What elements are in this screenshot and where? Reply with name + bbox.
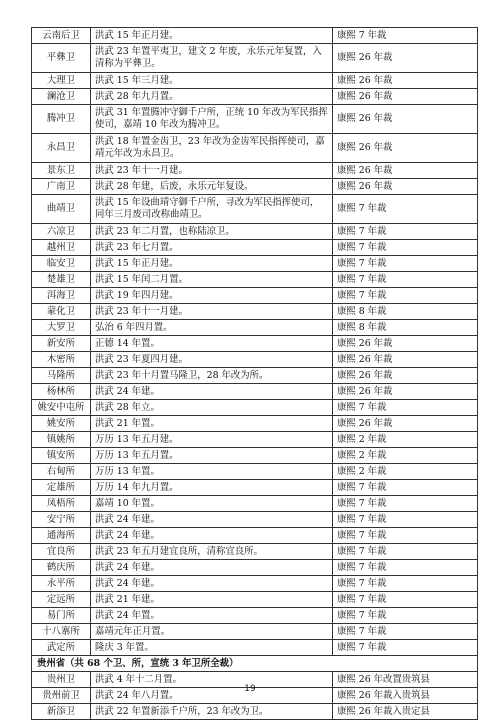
garrison-table-body bbox=[32, 28, 478, 720]
table-row bbox=[32, 368, 478, 384]
garrison-name-cell: 贵州卫 bbox=[32, 672, 91, 688]
abolition-cell: 康熙 26 年裁 bbox=[333, 416, 478, 432]
table-row bbox=[32, 240, 478, 256]
abolition-cell: 康熙 26 年裁 bbox=[333, 179, 478, 195]
establishment-history-cell: 洪武 24 年置。 bbox=[91, 608, 333, 624]
establishment-history-cell: 洪武 31 年置腾冲守御千户所，正统 10 年改为军民指挥使司，嘉靖 10 年改为腾冲卫。 bbox=[91, 105, 333, 134]
abolition-cell: 康熙 7 年裁 bbox=[333, 512, 478, 528]
garrison-name-cell: 易门所 bbox=[32, 608, 91, 624]
table-row bbox=[32, 464, 478, 480]
garrison-name-cell: 十八寨所 bbox=[32, 624, 91, 640]
establishment-history-cell: 洪武 15 年正月建。 bbox=[91, 28, 333, 44]
abolition-cell: 康熙 26 年裁入贵定县 bbox=[333, 704, 478, 720]
abolition-cell: 康熙 26 年裁入贵筑县 bbox=[333, 688, 478, 704]
establishment-history-cell: 洪武 23 年十月置马隆卫，28 年改为所。 bbox=[91, 368, 333, 384]
establishment-history-cell: 洪武 4 年十二月置。 bbox=[91, 672, 333, 688]
abolition-cell: 康熙 26 年裁 bbox=[333, 384, 478, 400]
garrison-name-cell: 安宁所 bbox=[32, 512, 91, 528]
garrison-name-cell: 永平所 bbox=[32, 576, 91, 592]
establishment-history-cell: 万历 13 年置。 bbox=[91, 464, 333, 480]
table-row bbox=[32, 384, 478, 400]
establishment-history-cell: 洪武 23 年二月置，也称陆凉卫。 bbox=[91, 224, 333, 240]
table-row bbox=[32, 195, 478, 224]
abolition-cell: 康熙 7 年裁 bbox=[333, 496, 478, 512]
garrison-name-cell: 镇安所 bbox=[32, 448, 91, 464]
abolition-cell: 康熙 2 年裁 bbox=[333, 464, 478, 480]
abolition-cell: 康熙 7 年裁 bbox=[333, 224, 478, 240]
table-row bbox=[32, 592, 478, 608]
abolition-cell: 康熙 7 年裁 bbox=[333, 544, 478, 560]
table-row bbox=[32, 134, 478, 163]
abolition-cell: 康熙 7 年裁 bbox=[333, 256, 478, 272]
abolition-cell: 康熙 26 年裁 bbox=[333, 134, 478, 163]
establishment-history-cell: 万历 13 年五月建。 bbox=[91, 432, 333, 448]
abolition-cell: 康熙 7 年裁 bbox=[333, 576, 478, 592]
establishment-history-cell: 洪武 23 年十一月建。 bbox=[91, 163, 333, 179]
abolition-cell: 康熙 7 年裁 bbox=[333, 640, 478, 656]
establishment-history-cell: 洪武 15 年正月建。 bbox=[91, 256, 333, 272]
table-row bbox=[32, 320, 478, 336]
abolition-cell: 康熙 7 年裁 bbox=[333, 240, 478, 256]
abolition-cell: 康熙 8 年裁 bbox=[333, 304, 478, 320]
garrison-name-cell: 平彝卫 bbox=[32, 44, 91, 73]
garrison-name-cell: 蒙化卫 bbox=[32, 304, 91, 320]
table-row bbox=[32, 288, 478, 304]
garrison-name-cell: 马隆所 bbox=[32, 368, 91, 384]
abolition-cell: 康熙 26 年裁 bbox=[333, 73, 478, 89]
abolition-cell: 康熙 7 年裁 bbox=[333, 608, 478, 624]
garrison-name-cell: 姚安中屯所 bbox=[32, 400, 91, 416]
garrison-name-cell: 通海所 bbox=[32, 528, 91, 544]
establishment-history-cell: 洪武 24 年八月置。 bbox=[91, 688, 333, 704]
establishment-history-cell: 嘉靖元年正月置。 bbox=[91, 624, 333, 640]
establishment-history-cell: 洪武 15 年闰二月置。 bbox=[91, 272, 333, 288]
garrison-name-cell: 腾冲卫 bbox=[32, 105, 91, 134]
establishment-history-cell: 洪武 28 年九月置。 bbox=[91, 89, 333, 105]
establishment-history-cell: 洪武 15 年设曲靖守御千户所，寻改为军民指挥使司，同年三月废司改称曲靖卫。 bbox=[91, 195, 333, 224]
abolition-cell: 康熙 26 年裁 bbox=[333, 352, 478, 368]
abolition-cell: 康熙 7 年裁 bbox=[333, 288, 478, 304]
establishment-history-cell: 洪武 24 年建。 bbox=[91, 528, 333, 544]
table-row bbox=[32, 272, 478, 288]
table-row bbox=[32, 640, 478, 656]
garrison-name-cell: 姚安所 bbox=[32, 416, 91, 432]
establishment-history-cell: 洪武 23 年七月置。 bbox=[91, 240, 333, 256]
table-row bbox=[32, 608, 478, 624]
abolition-cell: 康熙 7 年裁 bbox=[333, 624, 478, 640]
garrison-name-cell: 新安所 bbox=[32, 336, 91, 352]
establishment-history-cell: 洪武 22 年置新添千户所，23 年改为卫。 bbox=[91, 704, 333, 720]
table-row bbox=[32, 496, 478, 512]
garrison-name-cell: 宜良所 bbox=[32, 544, 91, 560]
section-row bbox=[32, 656, 478, 672]
establishment-history-cell: 弘治 6 年四月置。 bbox=[91, 320, 333, 336]
garrison-name-cell: 广南卫 bbox=[32, 179, 91, 195]
garrison-name-cell: 大理卫 bbox=[32, 73, 91, 89]
table-row bbox=[32, 480, 478, 496]
garrison-name-cell: 景东卫 bbox=[32, 163, 91, 179]
table-row bbox=[32, 560, 478, 576]
table-row bbox=[32, 44, 478, 73]
establishment-history-cell: 洪武 28 年建，后废，永乐元年复设。 bbox=[91, 179, 333, 195]
establishment-history-cell: 洪武 21 年建。 bbox=[91, 592, 333, 608]
table-row bbox=[32, 416, 478, 432]
garrison-name-cell: 永昌卫 bbox=[32, 134, 91, 163]
establishment-history-cell: 洪武 23 年置平夷卫，建文 2 年废，永乐元年复置，入清称为平彝卫。 bbox=[91, 44, 333, 73]
establishment-history-cell: 洪武 19 年四月建。 bbox=[91, 288, 333, 304]
establishment-history-cell: 正德 14 年置。 bbox=[91, 336, 333, 352]
garrison-name-cell: 定远所 bbox=[32, 592, 91, 608]
establishment-history-cell: 嘉靖 10 年置。 bbox=[91, 496, 333, 512]
garrison-name-cell: 镇姚所 bbox=[32, 432, 91, 448]
garrison-name-cell: 临安卫 bbox=[32, 256, 91, 272]
table-row bbox=[32, 304, 478, 320]
table-row bbox=[32, 528, 478, 544]
establishment-history-cell: 洪武 23 年五月建宜良所，清称宜良所。 bbox=[91, 544, 333, 560]
abolition-cell: 康熙 2 年裁 bbox=[333, 448, 478, 464]
abolition-cell: 康熙 7 年裁 bbox=[333, 560, 478, 576]
abolition-cell: 康熙 7 年裁 bbox=[333, 592, 478, 608]
garrison-name-cell: 凤梧所 bbox=[32, 496, 91, 512]
table-row bbox=[32, 432, 478, 448]
garrison-name-cell: 曲靖卫 bbox=[32, 195, 91, 224]
abolition-cell: 康熙 26 年裁 bbox=[333, 336, 478, 352]
garrison-name-cell: 武定所 bbox=[32, 640, 91, 656]
establishment-history-cell: 洪武 21 年置。 bbox=[91, 416, 333, 432]
abolition-cell: 康熙 26 年改置贵筑县 bbox=[333, 672, 478, 688]
garrison-name-cell: 鹤庆所 bbox=[32, 560, 91, 576]
section-heading: 贵州省（共 68 个卫、所，宣统 3 年卫所全裁） bbox=[32, 656, 478, 672]
establishment-history-cell: 洪武 18 年置金齿卫，23 年改为金齿军民指挥使司，嘉靖元年改为永昌卫。 bbox=[91, 134, 333, 163]
garrison-name-cell: 六凉卫 bbox=[32, 224, 91, 240]
abolition-cell: 康熙 7 年裁 bbox=[333, 528, 478, 544]
garrison-name-cell: 新添卫 bbox=[32, 704, 91, 720]
table-row bbox=[32, 624, 478, 640]
garrison-name-cell: 楚雄卫 bbox=[32, 272, 91, 288]
table-row bbox=[32, 336, 478, 352]
garrison-name-cell: 定雄所 bbox=[32, 480, 91, 496]
table-row bbox=[32, 544, 478, 560]
establishment-history-cell: 洪武 15 年三月建。 bbox=[91, 73, 333, 89]
abolition-cell: 康熙 26 年裁 bbox=[333, 89, 478, 105]
garrison-name-cell: 澜沧卫 bbox=[32, 89, 91, 105]
establishment-history-cell: 洪武 24 年建。 bbox=[91, 384, 333, 400]
table-row bbox=[32, 224, 478, 240]
abolition-cell: 康熙 7 年裁 bbox=[333, 195, 478, 224]
establishment-history-cell: 万历 14 年九月置。 bbox=[91, 480, 333, 496]
table-row bbox=[32, 448, 478, 464]
garrison-name-cell: 洱海卫 bbox=[32, 288, 91, 304]
abolition-cell: 康熙 26 年裁 bbox=[333, 163, 478, 179]
abolition-cell: 康熙 26 年裁 bbox=[333, 368, 478, 384]
establishment-history-cell: 隆庆 3 年置。 bbox=[91, 640, 333, 656]
table-row bbox=[32, 256, 478, 272]
table-row bbox=[32, 73, 478, 89]
establishment-history-cell: 万历 13 年五月置。 bbox=[91, 448, 333, 464]
abolition-cell: 康熙 26 年裁 bbox=[333, 105, 478, 134]
abolition-cell: 康熙 2 年裁 bbox=[333, 432, 478, 448]
garrison-name-cell: 右甸所 bbox=[32, 464, 91, 480]
abolition-cell: 康熙 7 年裁 bbox=[333, 28, 478, 44]
abolition-cell: 康熙 7 年裁 bbox=[333, 400, 478, 416]
garrison-name-cell: 越州卫 bbox=[32, 240, 91, 256]
abolition-cell: 康熙 7 年裁 bbox=[333, 480, 478, 496]
establishment-history-cell: 洪武 24 年建。 bbox=[91, 512, 333, 528]
establishment-history-cell: 洪武 24 年建。 bbox=[91, 576, 333, 592]
garrison-name-cell: 大罗卫 bbox=[32, 320, 91, 336]
establishment-history-cell: 洪武 24 年建。 bbox=[91, 560, 333, 576]
table-row bbox=[32, 163, 478, 179]
table-row bbox=[32, 179, 478, 195]
abolition-cell: 康熙 7 年裁 bbox=[333, 272, 478, 288]
establishment-history-cell: 洪武 23 年十一月建。 bbox=[91, 304, 333, 320]
abolition-cell: 康熙 26 年裁 bbox=[333, 44, 478, 73]
table-row bbox=[32, 512, 478, 528]
garrison-name-cell: 贵州前卫 bbox=[32, 688, 91, 704]
table-row bbox=[32, 704, 478, 720]
garrison-table bbox=[31, 27, 478, 720]
table-row bbox=[32, 89, 478, 105]
garrison-name-cell: 木密所 bbox=[32, 352, 91, 368]
garrison-name-cell: 杨林所 bbox=[32, 384, 91, 400]
establishment-history-cell: 洪武 28 年立。 bbox=[91, 400, 333, 416]
table-row bbox=[32, 400, 478, 416]
establishment-history-cell: 洪武 23 年夏四月建。 bbox=[91, 352, 333, 368]
abolition-cell: 康熙 8 年裁 bbox=[333, 320, 478, 336]
garrison-name-cell: 云南后卫 bbox=[32, 28, 91, 44]
table-row bbox=[32, 28, 478, 44]
table-row bbox=[32, 105, 478, 134]
table-row bbox=[32, 352, 478, 368]
table-row bbox=[32, 576, 478, 592]
page-number: 19 bbox=[244, 684, 256, 694]
